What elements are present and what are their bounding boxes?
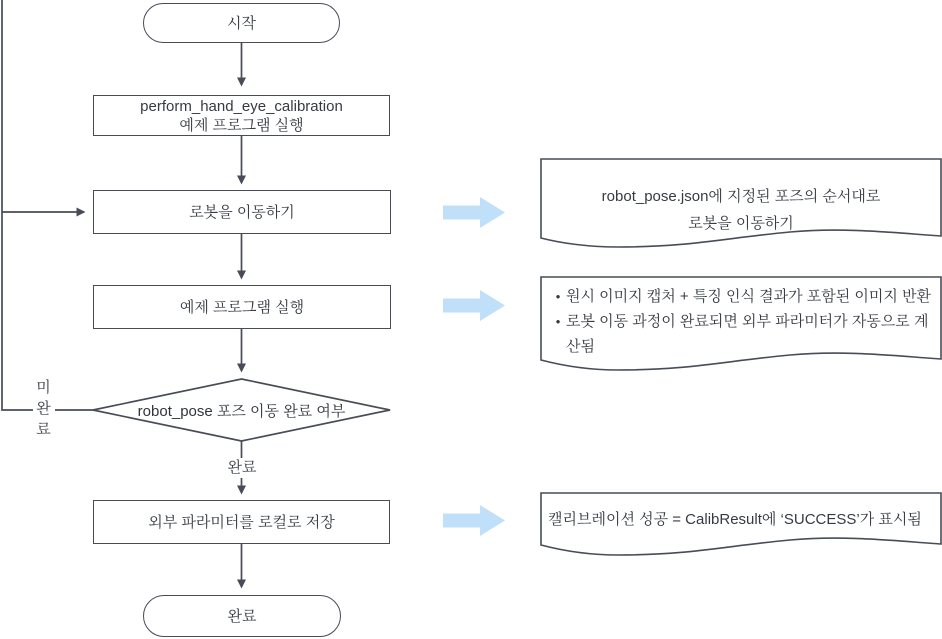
annotation-bullet	[550, 284, 934, 309]
node-start-label: 시작	[227, 14, 256, 32]
node-run-calibration-line1: perform_hand_eye_calibration	[140, 97, 343, 115]
node-end	[143, 595, 341, 637]
annotation-bullet-text: 원시 이미지 캡처 + 특징 인식 결과가 포함된 이미지 반환	[566, 288, 932, 305]
annotation-line: 로봇을 이동하기	[688, 215, 794, 232]
node-start	[143, 3, 340, 43]
node-move-robot-label: 로봇을 이동하기	[189, 203, 295, 221]
bullet-icon: •	[555, 314, 561, 329]
node-move-robot	[93, 190, 391, 234]
node-run-calibration	[93, 95, 390, 136]
block-arrow-icon	[443, 505, 505, 536]
edge-label-incomplete: 미완료	[33, 377, 55, 440]
annotation-doc-run-program	[540, 276, 942, 376]
node-save-params	[93, 500, 390, 544]
edge-label-complete: 완료	[222, 458, 262, 478]
node-run-program-label: 예제 프로그램 실행	[179, 298, 305, 316]
annotation-doc-move-robot	[540, 158, 942, 253]
node-save-params-label: 외부 파라미터를 로컬로 저장	[148, 513, 335, 531]
annotation-line: robot_pose.json에 지정된 포즈의 순서대로	[601, 188, 881, 205]
annotation-bullet-text: 로봇 이동 과정이 완료되면 외부 파라미터가 자동으로 계산됨	[566, 313, 929, 355]
annotation-bullet	[550, 309, 934, 359]
decision-diamond-label	[93, 379, 390, 441]
node-end-label: 완료	[227, 607, 257, 625]
block-arrow-icon	[443, 290, 505, 321]
bullet-icon: •	[555, 289, 561, 304]
connector-loopback	[2, 0, 93, 410]
annotation-line: 캘리브레이션 성공 = CalibResult에 ‘SUCCESS’가 표시됨	[548, 511, 922, 528]
node-run-program	[93, 285, 391, 329]
annotation-doc-calib-result	[540, 492, 942, 562]
decision-text: robot_pose 포즈 이동 완료 여부	[137, 402, 346, 420]
node-run-calibration-line2: 예제 프로그램 실행	[179, 116, 304, 134]
block-arrow-icon	[443, 197, 505, 228]
